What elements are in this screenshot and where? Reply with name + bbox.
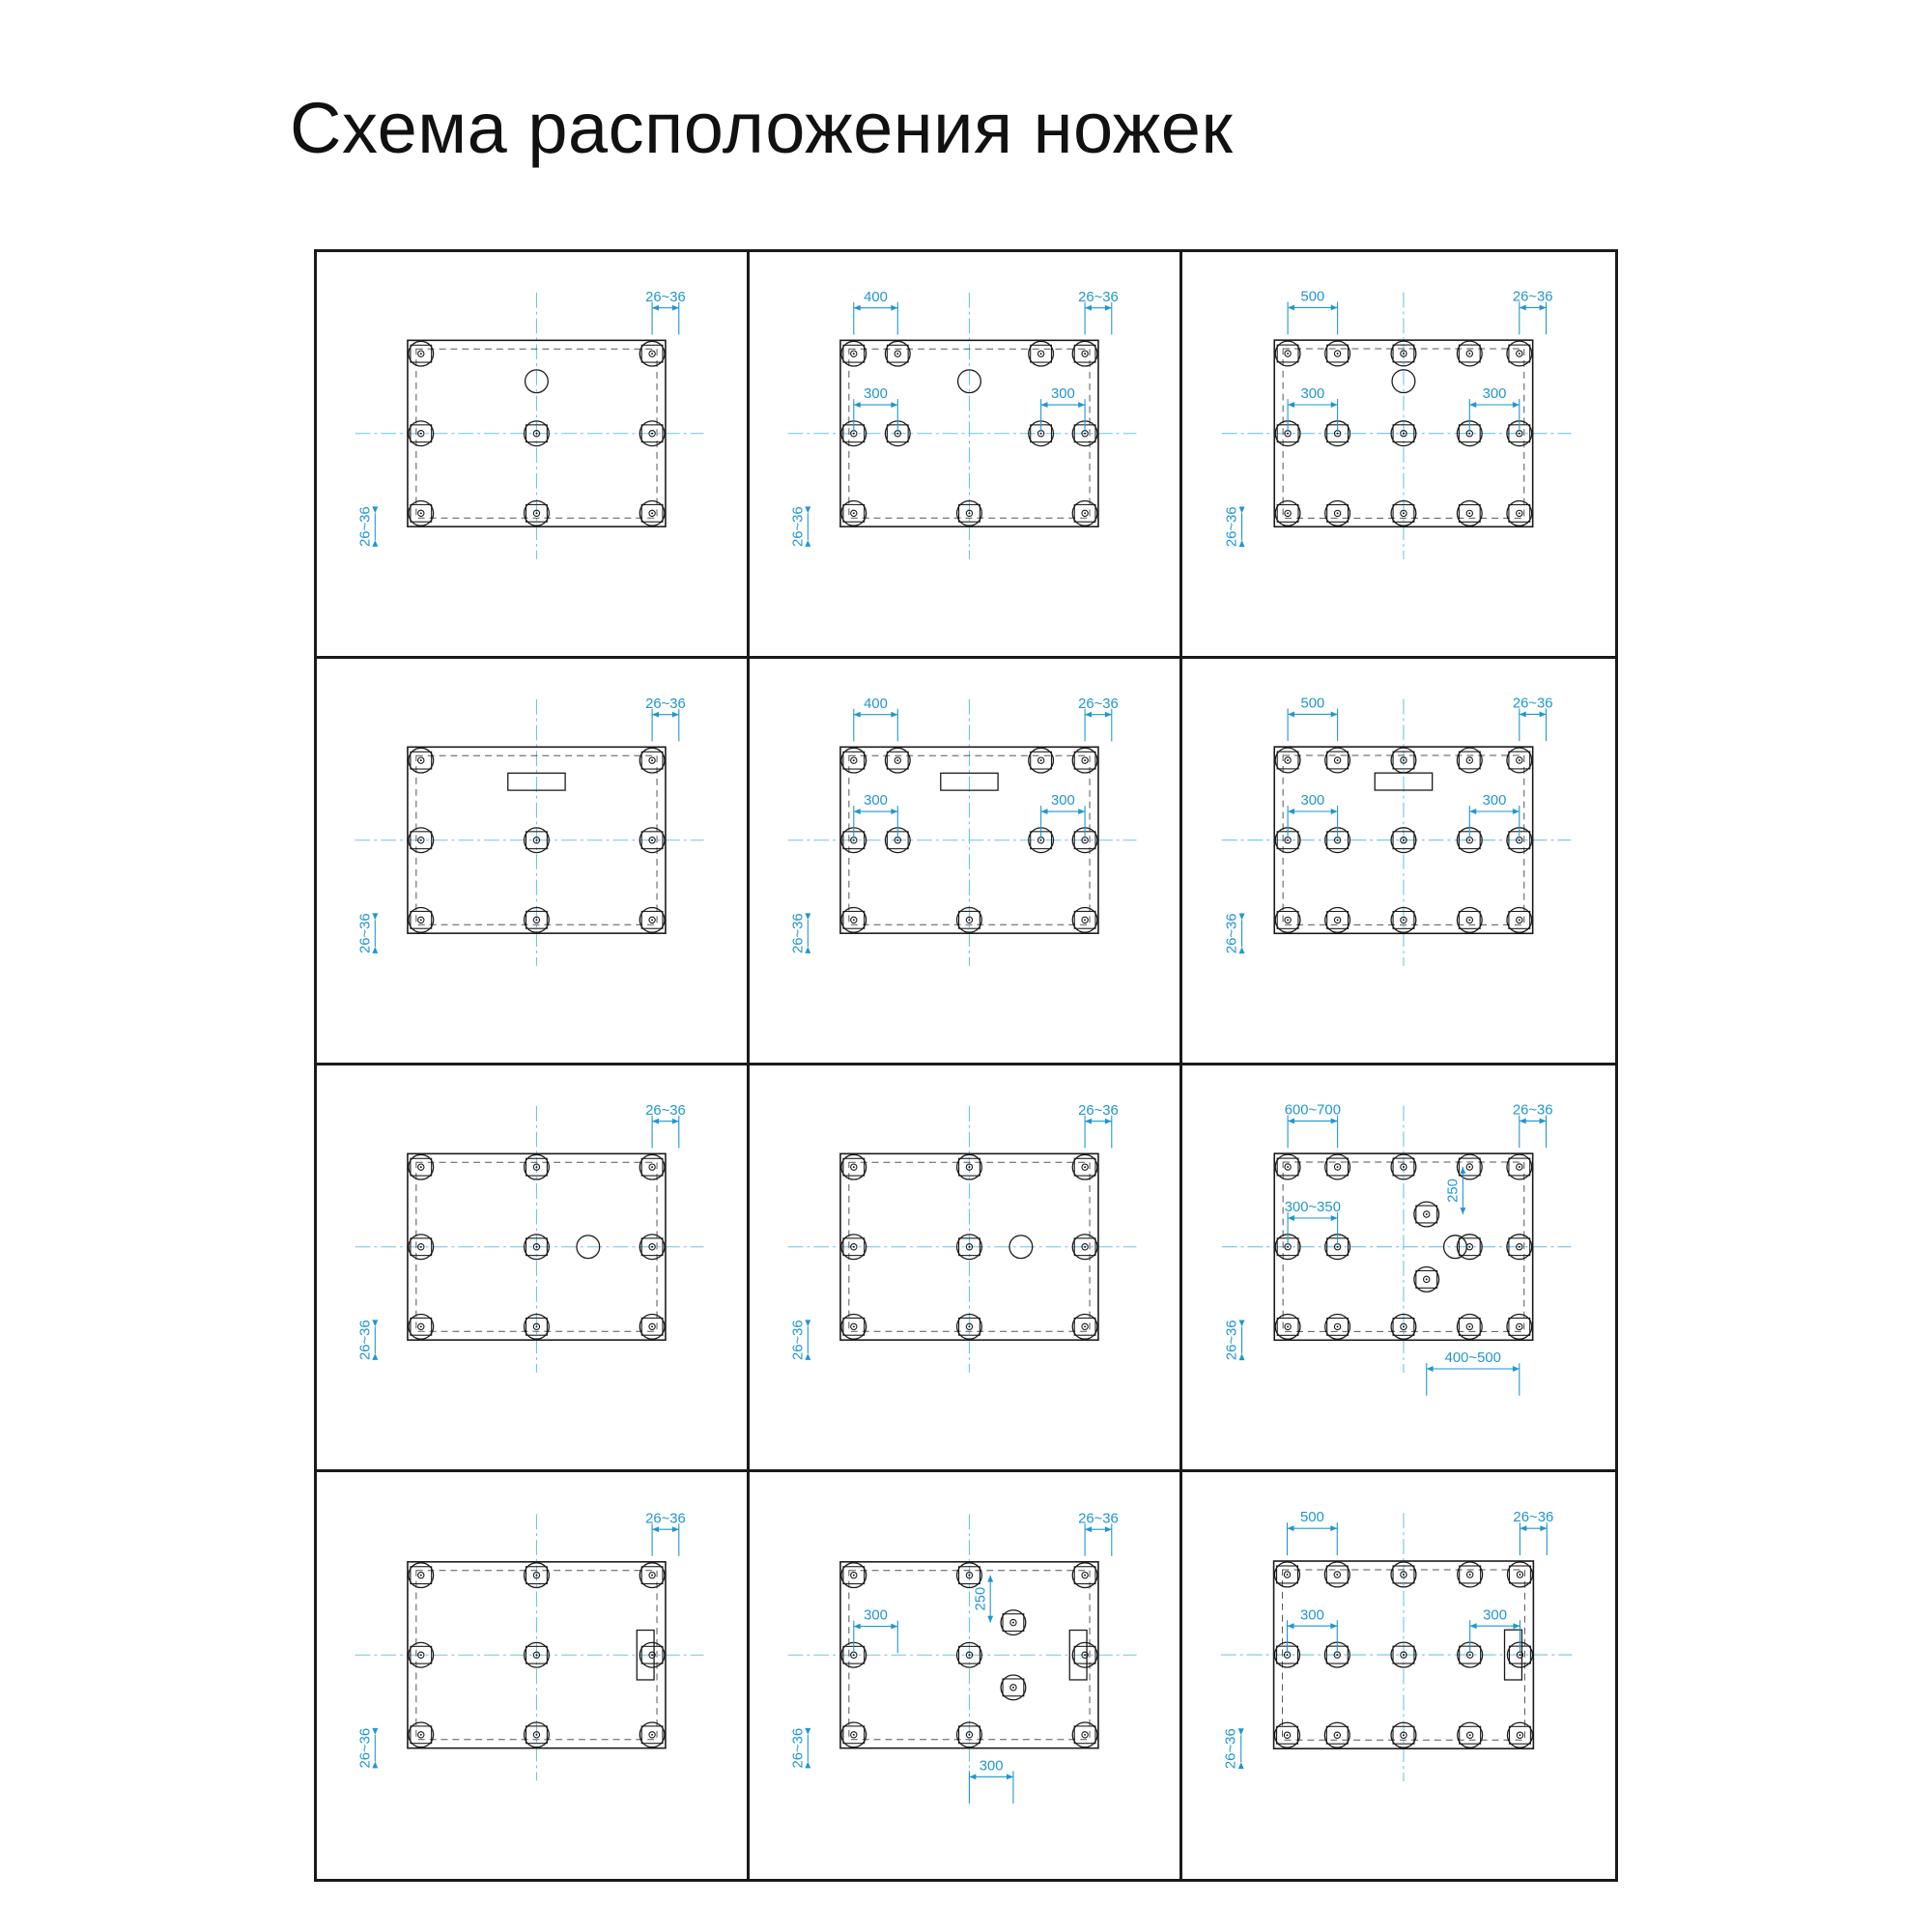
svg-text:300: 300: [1050, 386, 1075, 403]
svg-text:26~36: 26~36: [645, 696, 686, 712]
schema-r3c2: [750, 1065, 1182, 1472]
svg-text:26~36: 26~36: [645, 1102, 686, 1119]
svg-text:300: 300: [1483, 1606, 1508, 1624]
svg-text:26~36: 26~36: [1224, 1320, 1240, 1361]
svg-text:600~700: 600~700: [1284, 1102, 1341, 1119]
svg-text:26~36: 26~36: [645, 289, 686, 305]
svg-text:26~36: 26~36: [357, 1320, 374, 1360]
svg-text:26~36: 26~36: [1512, 289, 1553, 305]
svg-text:250: 250: [1445, 1179, 1462, 1203]
svg-text:300~350: 300~350: [1284, 1200, 1341, 1216]
svg-text:26~36: 26~36: [790, 506, 807, 547]
svg-text:26~36: 26~36: [1078, 1102, 1119, 1119]
schema-r4c3: [1182, 1472, 1615, 1879]
schema-r1c3: [1182, 252, 1615, 659]
schema-r2c2: [750, 659, 1182, 1065]
svg-text:300: 300: [1482, 793, 1507, 810]
svg-text:400~500: 400~500: [1444, 1350, 1501, 1367]
svg-text:300: 300: [1482, 386, 1507, 403]
svg-text:26~36: 26~36: [1078, 1511, 1119, 1527]
svg-text:26~36: 26~36: [790, 1727, 807, 1769]
schema-r3c1: [317, 1065, 750, 1472]
schema-r4c2: [750, 1472, 1182, 1879]
schema-r2c3: [1182, 659, 1615, 1065]
svg-text:26~36: 26~36: [357, 1727, 374, 1769]
svg-text:26~36: 26~36: [1512, 1102, 1553, 1119]
svg-text:26~36: 26~36: [1513, 1509, 1554, 1526]
svg-text:26~36: 26~36: [1222, 1728, 1239, 1770]
svg-text:300: 300: [979, 1758, 1004, 1775]
svg-text:26~36: 26~36: [790, 913, 807, 953]
svg-text:26~36: 26~36: [1224, 913, 1240, 954]
svg-text:26~36: 26~36: [357, 506, 374, 547]
svg-text:400: 400: [864, 289, 888, 305]
schema-r1c2: [750, 252, 1182, 659]
schema-r1c1: [317, 252, 750, 659]
svg-text:300: 300: [864, 1607, 888, 1624]
svg-text:250: 250: [973, 1586, 989, 1611]
schema-r4c1: [317, 1472, 750, 1879]
page-title: Схема расположения ножек: [290, 88, 1234, 168]
svg-text:26~36: 26~36: [645, 1511, 686, 1527]
schema-r3c3: [1182, 1065, 1615, 1472]
svg-text:26~36: 26~36: [1078, 696, 1119, 712]
svg-text:300: 300: [864, 386, 888, 403]
svg-text:300: 300: [1300, 386, 1325, 403]
schema-r2c1: [317, 659, 750, 1065]
svg-text:400: 400: [864, 696, 888, 712]
svg-text:26~36: 26~36: [357, 913, 374, 953]
svg-text:500: 500: [1300, 696, 1325, 712]
svg-text:26~36: 26~36: [1512, 696, 1553, 712]
svg-text:26~36: 26~36: [790, 1320, 807, 1360]
svg-text:300: 300: [864, 793, 888, 810]
schema-grid: [314, 249, 1618, 1882]
svg-text:300: 300: [1299, 1606, 1324, 1624]
svg-text:26~36: 26~36: [1224, 506, 1240, 548]
svg-text:26~36: 26~36: [1078, 289, 1119, 305]
svg-text:300: 300: [1050, 793, 1075, 810]
svg-text:500: 500: [1300, 289, 1325, 305]
svg-text:500: 500: [1299, 1509, 1324, 1526]
svg-text:300: 300: [1300, 793, 1325, 810]
